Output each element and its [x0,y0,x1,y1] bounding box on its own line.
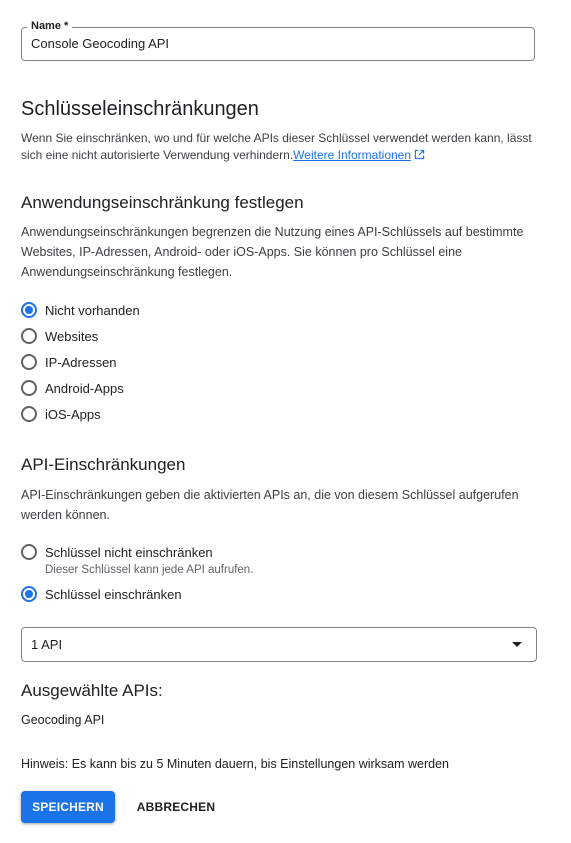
radio-checked-icon[interactable] [21,586,37,602]
radio-option-dont-restrict[interactable] [21,542,213,562]
radio-label: Schlüssel einschränken [45,586,182,602]
radio-unchecked-icon[interactable] [21,380,37,396]
radio-label: Schlüssel nicht einschränken [45,544,213,560]
open-in-new-icon [414,149,425,160]
selected-api-item: Geocoding API [21,713,105,727]
select-value: 1 API [31,637,63,652]
api-restrictions-description: API-Einschränkungen geben die aktivierten APIs an, die von diesem Schlüssel aufgerufen werden können. [21,488,519,522]
radio-option-none[interactable] [21,300,140,320]
radio-option-android-apps[interactable] [21,378,124,398]
name-input[interactable] [31,36,521,52]
key-restrictions-text: Wenn Sie einschränken, wo und für welche APIs dieser Schlüssel verwendet werden kann, lässt sich eine nicht autorisierte Verwendung verhindern. [21,131,532,162]
api-select-dropdown[interactable] [21,627,537,662]
radio-unchecked-icon[interactable] [21,354,37,370]
selected-apis-heading: Ausgewählte APIs: [21,681,163,700]
dropdown-arrow-icon [512,642,522,647]
radio-unchecked-icon[interactable] [21,328,37,344]
radio-unchecked-icon[interactable] [21,406,37,422]
key-restrictions-description [21,130,541,164]
radio-option-restrict-key[interactable] [21,584,182,604]
radio-option-ios-apps[interactable] [21,404,101,424]
radio-option-websites[interactable] [21,326,98,346]
radio-checked-icon[interactable] [21,302,37,318]
radio-label: Websites [45,328,99,344]
learn-more-link[interactable]: Weitere Informationen [293,148,425,162]
name-field-label: Name * [27,19,72,33]
cancel-button[interactable]: ABBRECHEN [127,791,225,823]
api-restrictions-heading: API-Einschränkungen [21,455,186,474]
application-restriction-heading: Anwendungseinschränkung festlegen [21,193,304,212]
radio-label: Android-Apps [45,380,124,396]
radio-unchecked-icon[interactable] [21,544,37,560]
radio-label: Nicht vorhanden [45,302,140,318]
application-restriction-description: Anwendungseinschränkungen begrenzen die Nutzung eines API-Schlüssels auf bestimmte Websites, IP-Adressen, Android- oder iOS-Apps. Sie können pro Schlüssel eine Anwendungseinschränkung festlegen. [21,225,524,279]
key-restrictions-heading: Schlüsseleinschränkungen [21,98,259,120]
radio-label: iOS-Apps [45,406,101,422]
radio-sublabel: Dieser Schlüssel kann jede API aufrufen. [45,564,254,576]
save-button[interactable]: SPEICHERN [21,791,115,823]
note-text: Hinweis: Es kann bis zu 5 Minuten dauern, bis Einstellungen wirksam werden [21,757,449,771]
radio-option-ip-addresses[interactable] [21,352,117,372]
radio-label: IP-Adressen [45,354,117,370]
